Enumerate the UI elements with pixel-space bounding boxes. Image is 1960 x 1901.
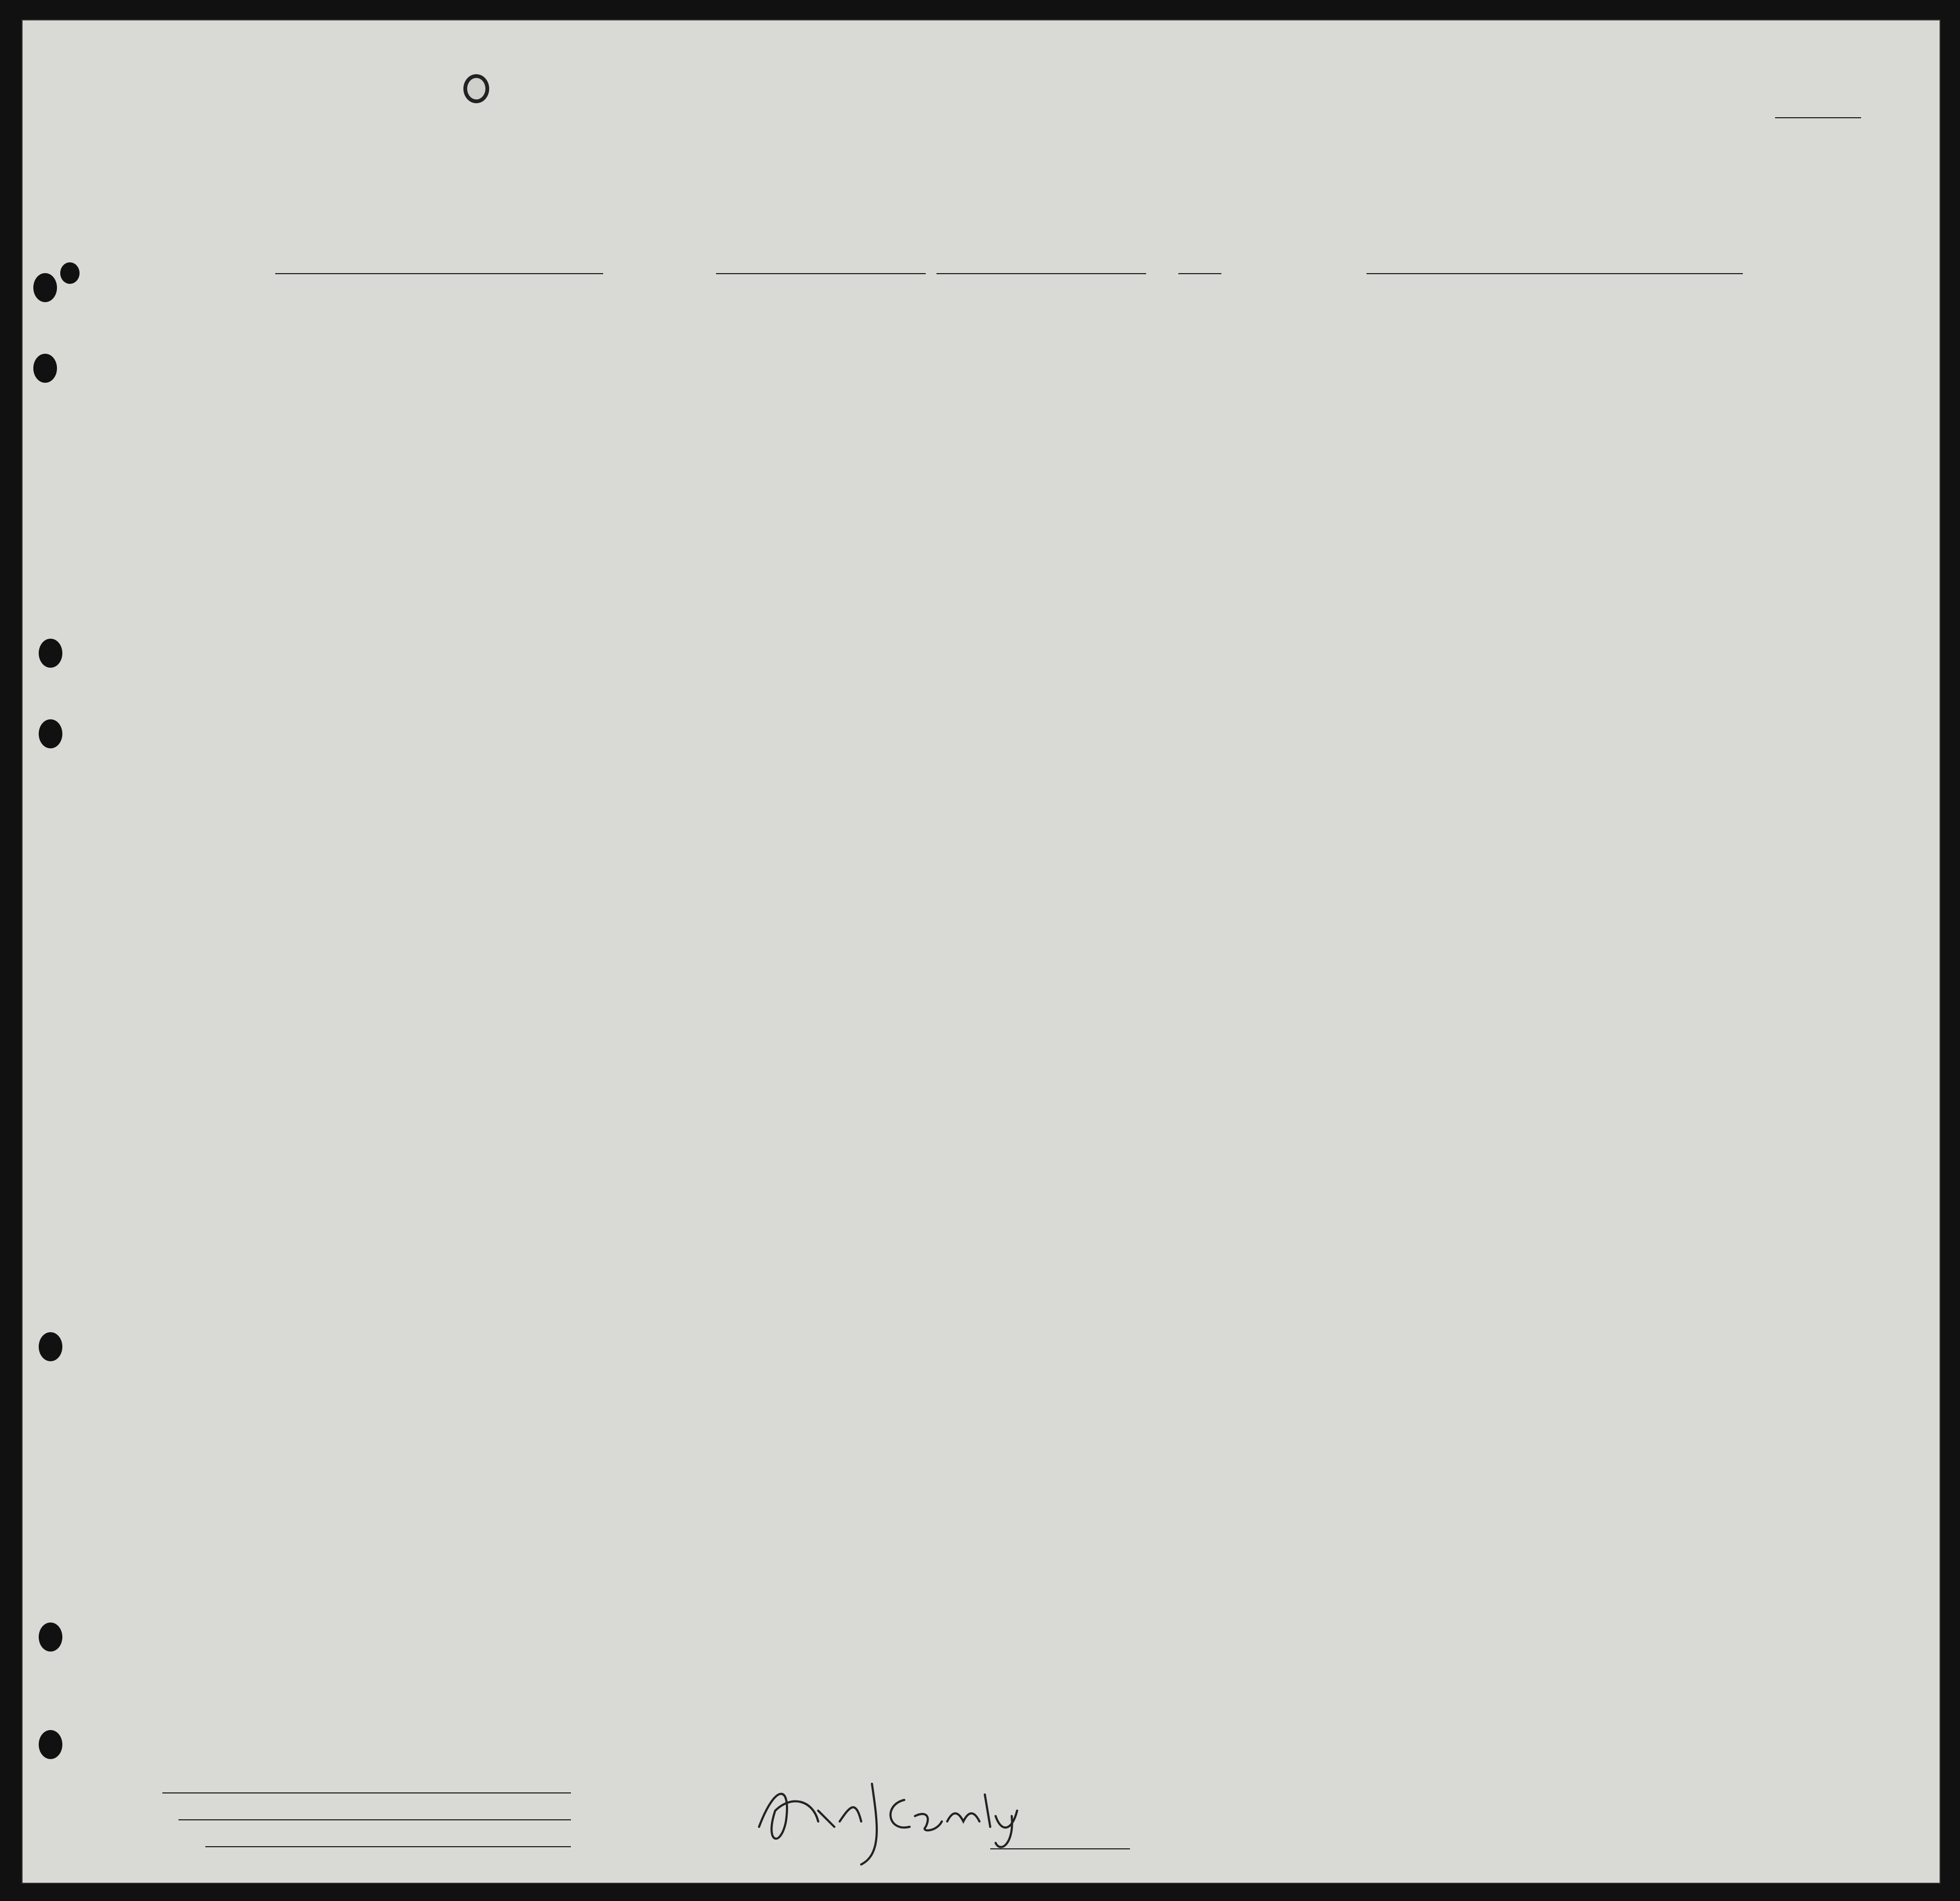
inspector-signature [743,1762,1044,1870]
signature-underline [990,1848,1130,1849]
manifest-sheet [22,19,1941,1884]
owners-underline [178,1819,571,1820]
line-underline [162,1792,571,1793]
table-grid [23,20,1940,1883]
agents-underline [205,1846,571,1847]
